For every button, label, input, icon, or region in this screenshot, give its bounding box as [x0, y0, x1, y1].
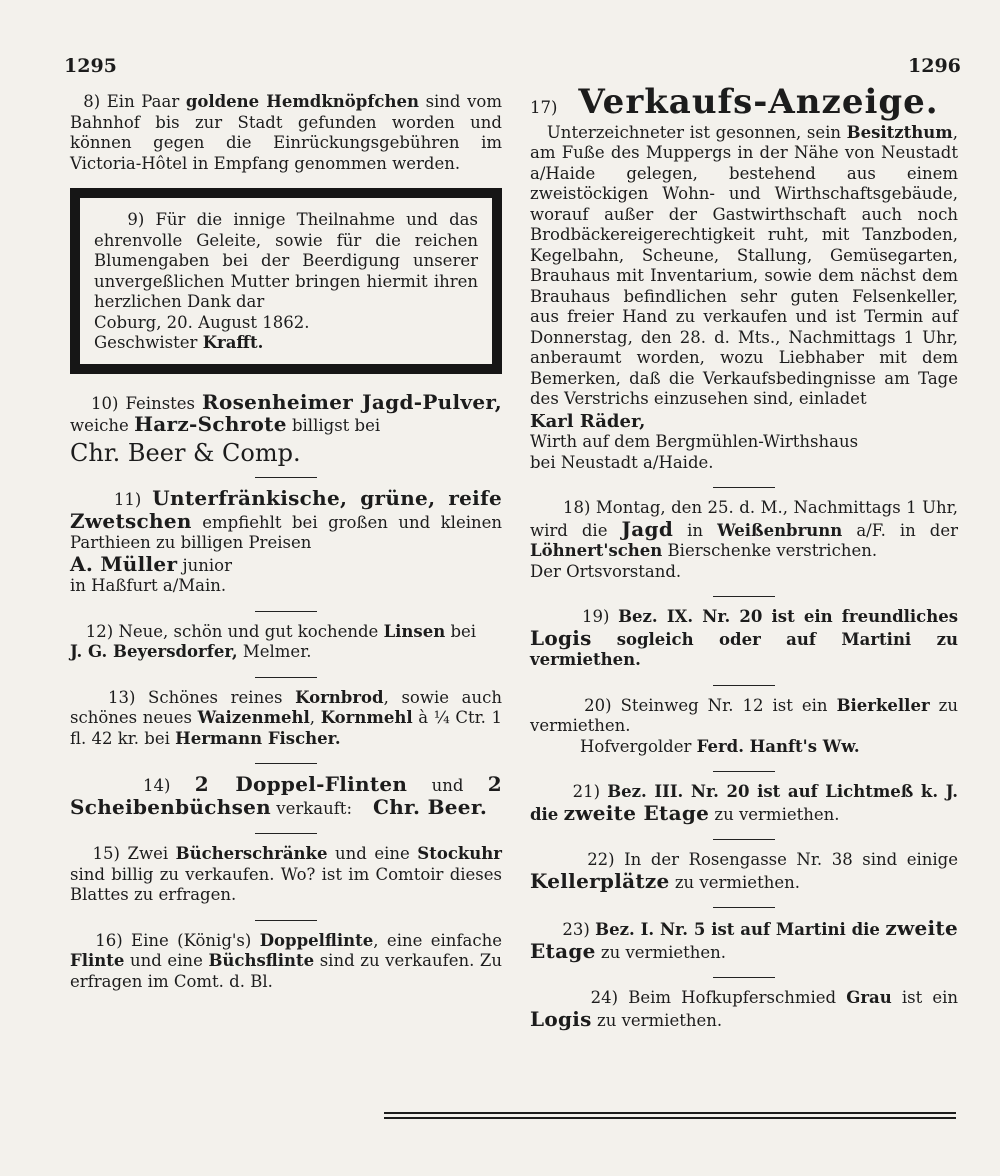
rule-line: [384, 1117, 956, 1119]
ad-text: und eine: [129, 951, 203, 970]
right-column: [530, 82, 959, 1045]
ad-text: , eine einfache: [373, 930, 502, 950]
ad-text: Unterzeichneter ist gesonnen, sein: [546, 122, 842, 142]
ad-keyword: 2 Scheibenbüchsen: [70, 772, 502, 819]
ad-keyword: Flinte: [70, 951, 125, 970]
ad-keyword: Waizenmehl: [197, 708, 310, 727]
page-number-left: 1295: [64, 55, 117, 77]
ad-keyword: Doppelflinte: [259, 930, 374, 950]
ad-number: 21): [572, 782, 601, 801]
ad-keyword: Büchsflinte: [208, 951, 315, 970]
ad-keyword: Logis: [530, 625, 592, 650]
ad-keyword: Linsen: [383, 621, 446, 641]
ad-number: 19): [581, 607, 610, 626]
ad-text: a/F. in der: [856, 520, 958, 540]
ad-keyword: Bücherschränke: [175, 844, 328, 863]
ad-number: 15): [92, 844, 120, 863]
ad-text: Für die innige Theilnahme und das ehrenvolle Geleite, sowie für die reichen Blumengaben bei der Beerdigung unserer unvergeßlichen Mutter bringen hiermit ihren herzlichen Dank dar: [94, 210, 478, 311]
ad-text: empfiehlt bei großen und kleinen Parthieen zu billigen Preisen: [70, 512, 503, 552]
ad-number: 22): [587, 850, 615, 869]
ad-text: , sowie auch schönes neues: [70, 687, 502, 727]
ad-number: 24): [590, 988, 619, 1007]
ad-number: 12): [85, 621, 114, 641]
ad-number: 23): [562, 920, 590, 939]
separator: [713, 685, 775, 686]
separator: [255, 763, 317, 764]
ad-number: 11): [113, 490, 142, 509]
ad-keyword: Kellerplätze: [530, 868, 670, 893]
rule-line: [384, 1112, 956, 1114]
ad-text: sind billig zu verkaufen. Wo? ist im Comtoir dieses Blattes zu erfragen.: [70, 864, 502, 904]
ad-24: [530, 988, 958, 1031]
ad-number: 16): [95, 930, 123, 950]
ad-number: 8): [83, 92, 101, 111]
ad-text: weiche: [70, 416, 129, 435]
ad-text: sind vom Bahnhof bis zur Stadt gefunden worden und können gegen die Einrückungsgebühren im Victoria-Hôtel in Empfang genommen werden.: [70, 92, 502, 173]
ad-text: à ¼ Ctr. 1 fl. 42 kr. bei: [70, 708, 503, 748]
ad-20: [530, 696, 958, 758]
ad-22: [530, 850, 958, 893]
seller-role: Melmer.: [242, 642, 312, 661]
ad-text: Ein Paar: [106, 92, 180, 111]
place-date: Coburg, 20. August 1862.: [94, 312, 310, 332]
ad-text: ,: [309, 708, 316, 727]
signature-name: Ferd. Hanft's Ww.: [696, 736, 860, 756]
signature: Der Ortsvorstand.: [530, 561, 682, 581]
ad-number: 17): [530, 98, 558, 117]
ad-text: , am Fuße des Muppergs in der Nähe von Neustadt a/Haide gelegen, bestehend aus einem zweistöckigen Wohn- und Wirthschaftsgebäude, worauf außer der Gastwirthschaft auch noch Brodbäckereigerechtigkeit ruht, mit Tanzboden, Kegelbahn, Scheune, Stallung, Gemüsegarten, Brauhaus mit Inventarium, sowie dem nächst dem Brauhaus befindlichen sehr guten Felsenkeller, aus freier Hand zu verkaufen und ist Termin auf Donnerstag, den 28. d. Mts., Nachmittags 1 Uhr, anberaumt worden, wozu Liebhaber mit dem Bemerken, daß die Verkaufsbedingnisse am Tage des Verstrichs einzusehen sind, einladet: [530, 122, 958, 408]
ad-keyword: Jagd: [621, 516, 674, 541]
ad-keyword: Weißenbrunn: [717, 520, 843, 540]
ad-text: zu vermiethen.: [600, 942, 727, 962]
ad-number: 10): [91, 393, 119, 413]
seller-name: Hermann Fischer.: [175, 728, 341, 748]
ad-number: 14): [143, 776, 171, 795]
ad-keyword: Grau: [846, 988, 892, 1007]
ad-text: und: [431, 776, 464, 795]
left-column: [70, 92, 502, 1006]
ad-10: [70, 389, 503, 467]
ad-text: Neue, schön und gut kochende: [118, 621, 379, 641]
ad-number: 18): [562, 498, 591, 517]
ad-keyword: zweite Etage: [563, 800, 710, 825]
ad-text: sogleich oder auf Martini zu vermiethen.: [530, 629, 958, 669]
ad-text: Montag, den 25. d. M., Nachmittags 1 Uhr, wird die: [530, 498, 958, 540]
ad-11: [70, 488, 502, 597]
ad-text: Bez. III. Nr. 20 ist auf Lichtmeß k. J. die: [530, 782, 958, 824]
ad-text: In der Rosengasse Nr. 38 sind einige: [624, 850, 958, 869]
ad-keyword: Unterfränkische, grüne, reife Zwetschen: [70, 486, 503, 533]
ad-keyword: Besitzthum: [846, 122, 953, 142]
separator: [713, 596, 775, 597]
ad-16: [70, 931, 502, 993]
ad-text: Beim Hofkupferschmied: [628, 988, 837, 1007]
ad-text: Steinweg Nr. 12 ist ein: [620, 695, 828, 715]
separator: [255, 477, 317, 478]
ad-keyword: 2 Doppel-Flinten: [194, 772, 408, 796]
ad-number: 9): [127, 210, 145, 229]
signature-text: Hofvergolder: [580, 736, 692, 756]
ad-text: Schönes reines: [148, 687, 283, 707]
separator: [713, 771, 775, 772]
ad-keyword: Harz-Schrote: [134, 412, 287, 436]
page-number-right: 1296: [908, 55, 961, 77]
closing-double-rule: [384, 1112, 956, 1122]
ad-text: zu vermiethen.: [597, 1010, 723, 1030]
ad-text: sind zu verkaufen. Zu erfragen im Comt. d. Bl.: [70, 951, 503, 991]
ad-keyword: Bierkeller: [836, 695, 930, 715]
seller-name: Chr. Beer.: [372, 794, 488, 819]
ad-keyword: Logis: [530, 1006, 592, 1031]
ad-text: Feinstes: [125, 393, 196, 413]
ad-21: [530, 782, 958, 825]
separator: [255, 677, 317, 678]
separator: [255, 833, 317, 834]
ad-text: Bez. I. Nr. 5 ist auf Martini die: [595, 920, 880, 939]
seller-name: Karl Räder,: [530, 410, 646, 432]
ad-14: [70, 774, 502, 819]
separator: [713, 907, 775, 908]
ad-keyword: goldene Hemdknöpfchen: [185, 92, 419, 111]
seller-place: bei Neustadt a/Haide.: [530, 452, 714, 472]
ad-text: Eine (König's): [131, 930, 252, 950]
ad-12: [70, 622, 502, 663]
ad-text: Zwei: [127, 844, 169, 863]
seller-name: A. Müller: [70, 551, 178, 576]
firm-name: Chr. Beer & Comp.: [70, 438, 301, 467]
signature: [94, 333, 478, 354]
signature-text: Geschwister: [94, 333, 198, 352]
ad-keyword: Rosenheimer Jagd-Pulver,: [202, 389, 503, 414]
ad-15: [70, 844, 502, 906]
signature-name: Krafft.: [202, 333, 264, 352]
separator: [713, 487, 775, 488]
ad-text: ist ein: [901, 988, 959, 1007]
ad-keyword: Löhnert'schen: [530, 541, 663, 560]
ad-9-thanks-notice: [70, 188, 502, 374]
ad-23: [530, 918, 958, 963]
separator: [713, 977, 775, 978]
ad-number: 20): [584, 695, 612, 715]
ad-text: billigst bei: [291, 416, 381, 435]
ad-13: [70, 688, 502, 750]
ad-heading: Verkaufs-Anzeige.: [578, 82, 939, 122]
ad-text: und eine: [335, 844, 410, 863]
separator: [255, 920, 317, 921]
seller-suffix: junior: [182, 555, 232, 575]
ad-19: [530, 607, 958, 671]
ad-text: zu vermiethen.: [530, 695, 958, 735]
ad-text: in: [687, 520, 704, 540]
ad-17-sale-notice: [530, 82, 958, 473]
ad-keyword: Kornbrod: [295, 687, 384, 707]
ad-number: 13): [107, 687, 136, 707]
ad-8: [70, 92, 502, 174]
separator: [255, 611, 317, 612]
ad-text: verkauft:: [276, 798, 352, 818]
separator: [713, 839, 775, 840]
ad-text: Bez. IX. Nr. 20 ist ein freundliches: [618, 607, 958, 626]
ad-keyword: zweite Etage: [530, 916, 958, 963]
ad-keyword: Stockuhr: [417, 844, 502, 863]
ad-text: Bierschenke verstrichen.: [667, 541, 878, 560]
ad-text: bei: [450, 621, 477, 641]
ad-text: zu vermiethen.: [674, 872, 800, 892]
seller-name: J. G. Beyersdorfer,: [70, 642, 238, 661]
seller-place: in Haßfurt a/Main.: [70, 576, 227, 595]
ad-keyword: Kornmehl: [320, 708, 413, 727]
seller-role: Wirth auf dem Bergmühlen-Wirthshaus: [530, 432, 859, 451]
ad-text: zu vermiethen.: [714, 804, 840, 824]
ad-18: [530, 498, 958, 582]
